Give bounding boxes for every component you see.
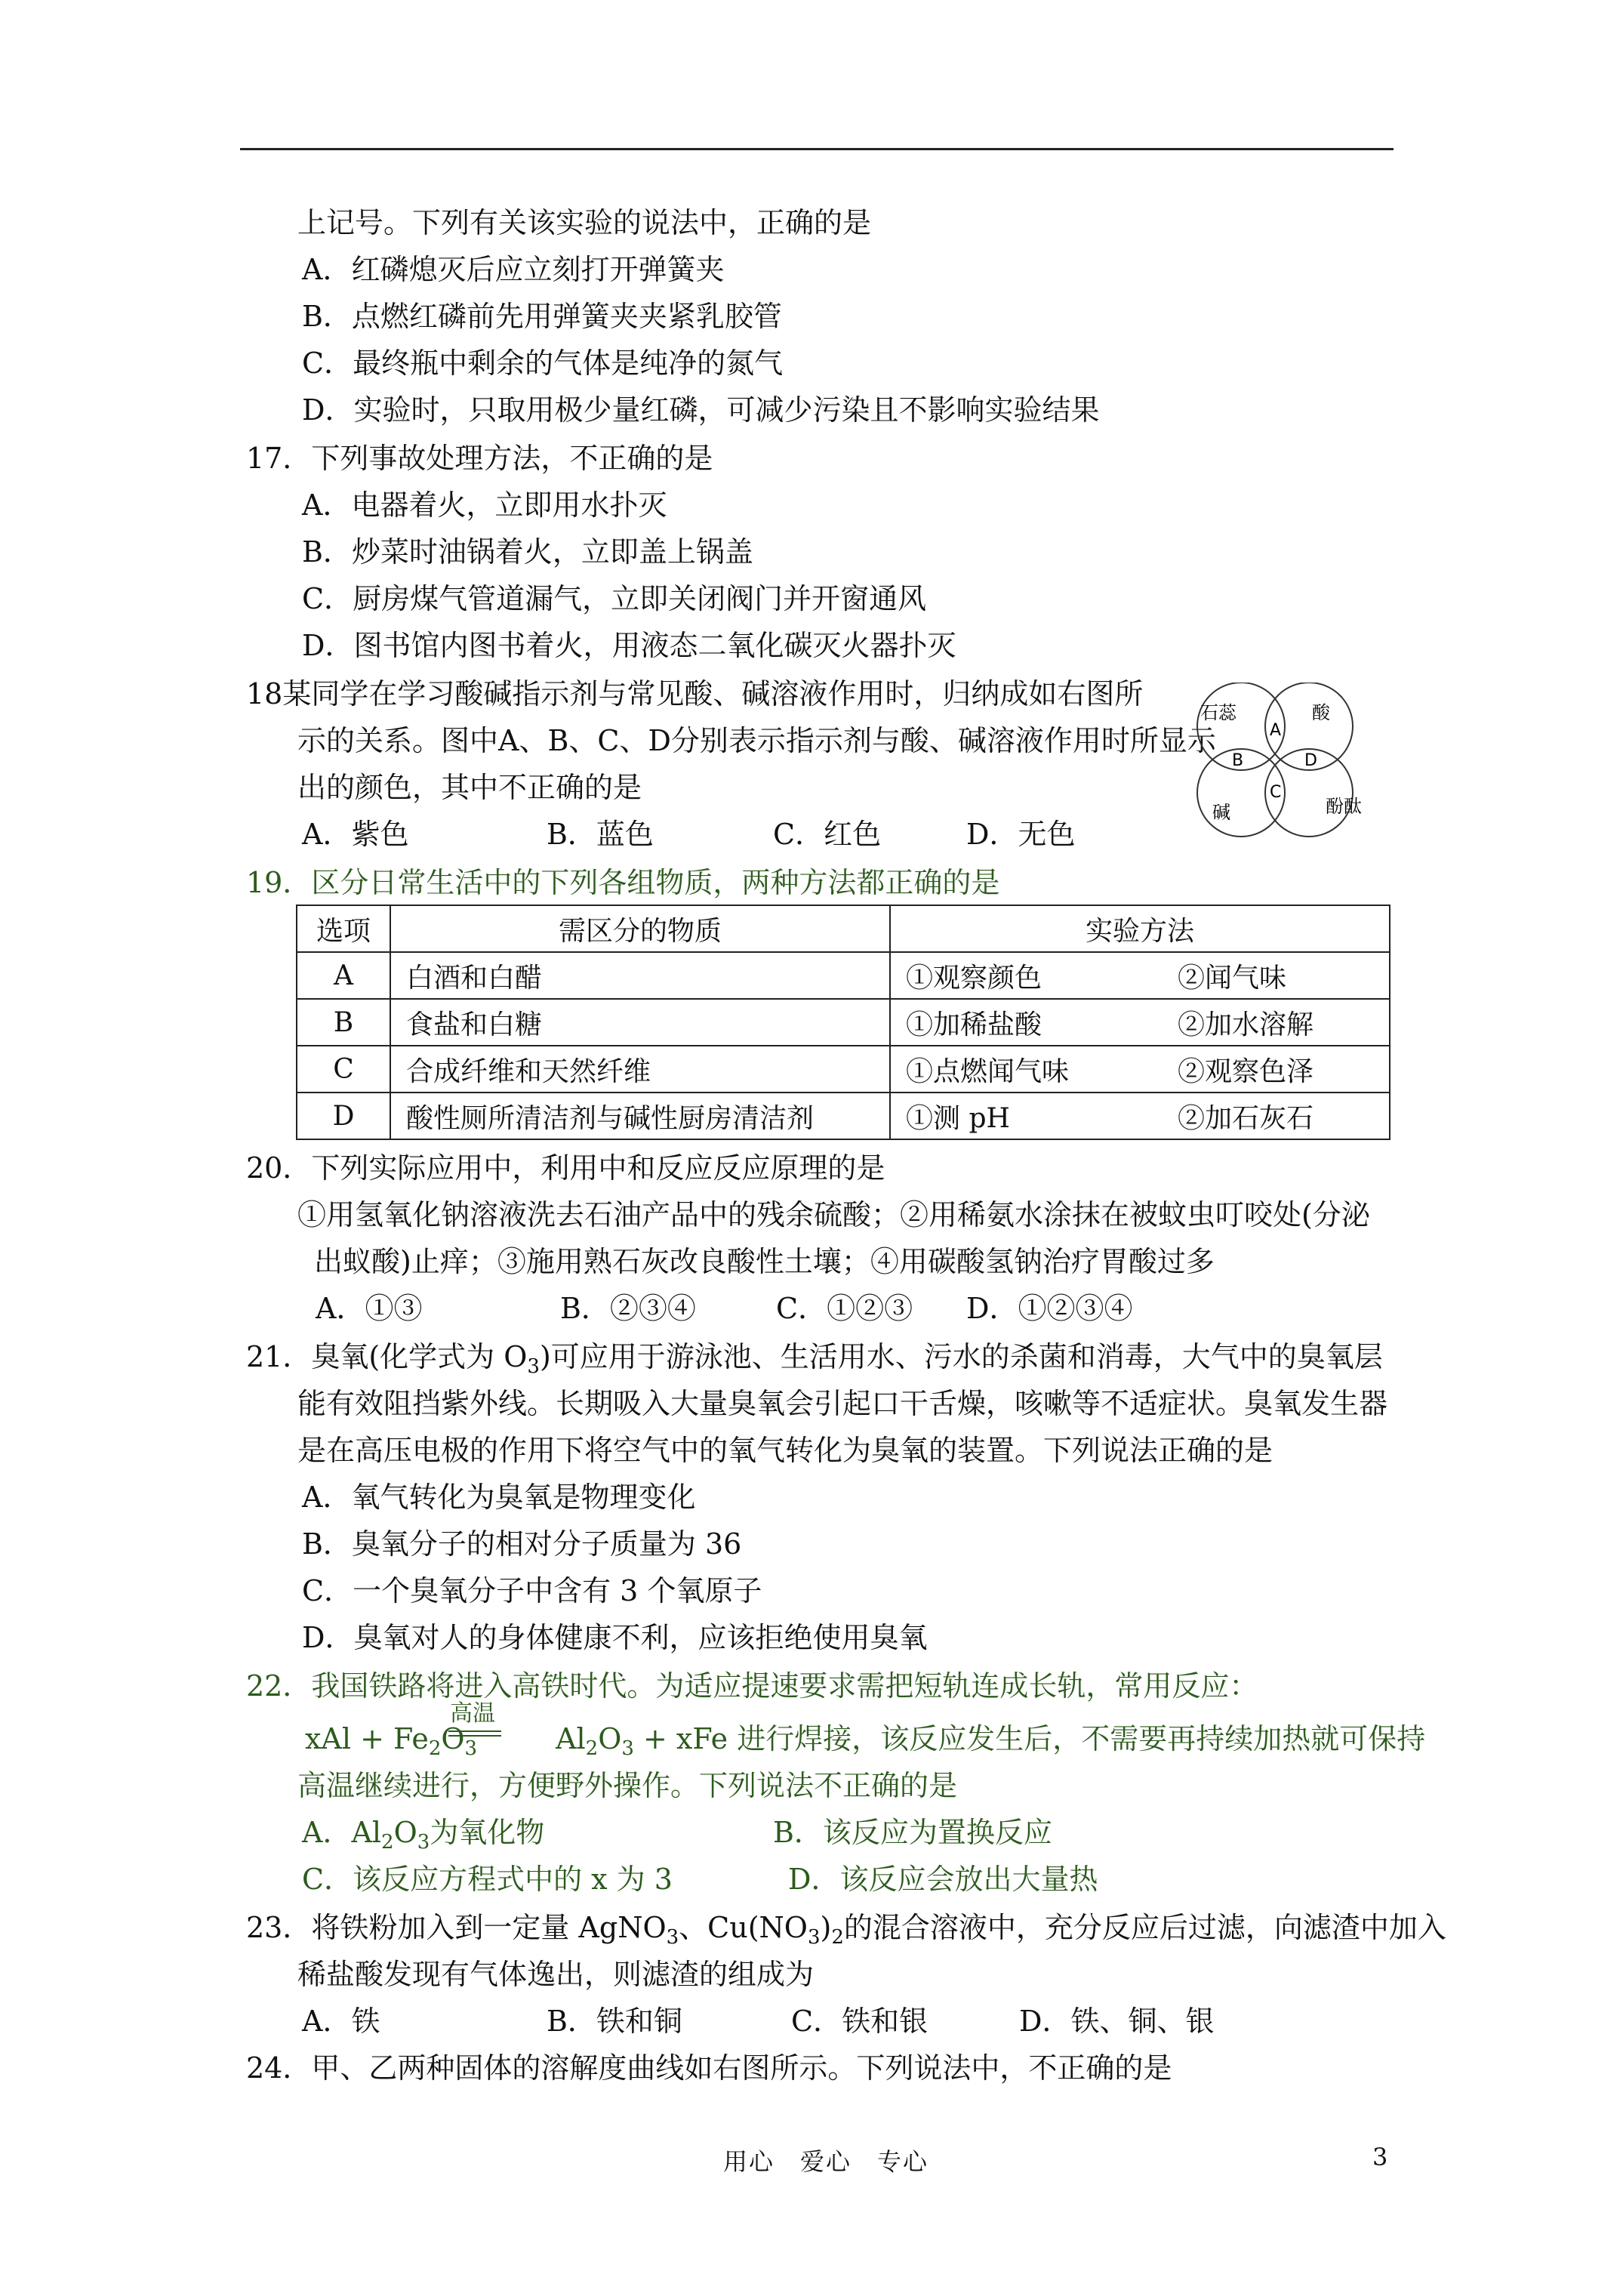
subscript: 3	[464, 1737, 478, 1760]
q18-option-b: B．蓝色	[547, 818, 654, 851]
q23-text: 、Cu(NO	[679, 1911, 808, 1944]
q17-option-d: D．图书馆内图书着火，用液态二氧化碳灭火器扑灭	[302, 629, 956, 662]
equation-equals-line	[448, 1730, 501, 1732]
equation-products: Al	[556, 1722, 586, 1755]
header-substances: 需区分的物质	[390, 905, 890, 952]
row-substances: 合成纤维和天然纤维	[390, 1046, 890, 1093]
method-1: ①点燃闻气味	[906, 1056, 1070, 1087]
method-1: ①加稀盐酸	[906, 1009, 1042, 1040]
q21-option-b: B．臭氧分子的相对分子质量为 36	[302, 1527, 742, 1561]
row-substances: 食盐和白糖	[390, 999, 890, 1046]
q20-line1: ①用氢氧化钠溶液洗去石油产品中的残余硫酸；②用稀氨水涂抹在被蚊虫叮咬处(分泌	[297, 1198, 1370, 1231]
q22-option-c: C．该反应方程式中的 x 为 3	[302, 1863, 673, 1896]
venn-region-c: C	[1270, 783, 1282, 802]
q22-text: A．Al	[302, 1816, 382, 1849]
equation-reactants: xAl + Fe	[305, 1722, 429, 1755]
venn-region-a: A	[1270, 721, 1282, 740]
q23-text: 的混合溶液中，充分反应后过滤，向滤渣中加入	[843, 1911, 1446, 1944]
q21-option-d: D．臭氧对人的身体健康不利，应该拒绝使用臭氧	[302, 1621, 928, 1654]
q22-stem: 22．我国铁路将进入高铁时代。为适应提速要求需把短轨连成长轨，常用反应：	[246, 1669, 1258, 1703]
q21-stem-line1	[246, 1338, 1383, 1385]
table-row	[297, 999, 1390, 1046]
venn-label-phenolphthalein: 酚酞	[1326, 796, 1362, 817]
table-row	[297, 1093, 1390, 1139]
method-1: ①观察颜色	[906, 962, 1042, 994]
q16-option-d: D．实验时，只取用极少量红磷，可减少污染且不影响实验结果	[302, 393, 1100, 427]
q18-stem-line2: 示的关系。图中A、B、C、D分别表示指示剂与酸、碱溶液作用时所显示	[297, 724, 1216, 757]
indicator-venn-diagram	[1175, 683, 1394, 841]
q20-option-b: B．②③④	[560, 1292, 696, 1325]
q22-text: + xFe 进行焊接，该反应发生后，不需要再持续加热就可保持	[633, 1722, 1426, 1755]
subscript: 3	[807, 1926, 821, 1949]
page-footer: 用心 爱心 专心	[723, 2147, 929, 2176]
q20-option-c: C．①②③	[776, 1292, 913, 1325]
q18-stem-line1: 18某同学在学习酸碱指示剂与常见酸、碱溶液作用时，归纳成如右图所	[246, 677, 1144, 710]
subscript: 3	[527, 1355, 540, 1378]
equation-text: O	[598, 1722, 622, 1755]
q18-stem-line3: 出的颜色，其中不正确的是	[297, 771, 642, 804]
q17-option-c: C．厨房煤气管道漏气，立即关闭阀门并开窗通风	[302, 582, 927, 615]
q16-option-c: C．最终瓶中剩余的气体是纯净的氮气	[302, 347, 784, 380]
q21-stem-line2: 能有效阻挡紫外线。长期吸入大量臭氧会引起口干舌燥，咳嗽等不适症状。臭氧发生器	[297, 1387, 1388, 1420]
method-2: ②闻气味	[1178, 962, 1287, 994]
header-method: 实验方法	[890, 905, 1390, 952]
page-number: 3	[1372, 2143, 1388, 2171]
q20-stem: 20．下列实际应用中，利用中和反应反应原理的是	[246, 1151, 885, 1185]
q23-option-a: A．铁	[302, 2005, 380, 2038]
q18-option-d: D．无色	[966, 818, 1076, 851]
equation-equals-line	[448, 1735, 501, 1737]
row-substances: 酸性厕所清洁剂与碱性厨房清洁剂	[390, 1093, 890, 1139]
q22-text: O	[393, 1816, 417, 1849]
q23-option-b: B．铁和铜	[547, 2005, 682, 2038]
q20-option-a: A．①③	[316, 1292, 423, 1325]
q23-option-c: C．铁和银	[791, 2005, 929, 2038]
q21-stem-line3: 是在高压电极的作用下将空气中的氧气转化为臭氧的装置。下列说法正确的是	[297, 1434, 1273, 1467]
q20-line2: 出蚁酸)止痒；③施用熟石灰改良酸性土壤；④用碳酸氢钠治疗胃酸过多	[314, 1245, 1215, 1278]
q16-stem-continuation: 上记号。下列有关该实验的说法中，正确的是	[297, 206, 872, 239]
q18-option-a: A．紫色	[302, 818, 409, 851]
q22-text: 为氧化物	[430, 1816, 545, 1849]
q21-text: 21．臭氧(化学式为 O	[246, 1340, 528, 1373]
q23-option-d: D．铁、铜、银	[1019, 2005, 1215, 2038]
venn-region-d: D	[1304, 751, 1317, 770]
q17-stem: 17．下列事故处理方法，不正确的是	[246, 442, 713, 475]
subscript: 2	[585, 1737, 599, 1760]
subscript: 3	[666, 1926, 679, 1949]
q17-option-a: A．电器着火，立即用水扑灭	[302, 488, 667, 522]
row-methods	[890, 1093, 1390, 1139]
method-2: ②加水溶解	[1178, 1009, 1314, 1040]
q22-option-d: D．该反应会放出大量热	[788, 1863, 1098, 1896]
q17-option-b: B．炒菜时油锅着火，立即盖上锅盖	[302, 535, 753, 569]
q23-text: )	[820, 1911, 832, 1944]
venn-label-litmus: 石蕊	[1200, 702, 1236, 723]
row-option: B	[297, 999, 390, 1046]
q22-option-b: B．该反应为置换反应	[773, 1816, 1052, 1849]
q22-option-a	[302, 1814, 544, 1861]
subscript: 3	[417, 1831, 430, 1854]
subscript: 2	[831, 1926, 844, 1949]
table-row	[297, 1046, 1390, 1093]
row-methods	[890, 952, 1390, 999]
table-row	[297, 952, 1390, 999]
q18-option-c: C．红色	[773, 818, 882, 851]
header-rule	[240, 148, 1394, 150]
row-substances: 白酒和白醋	[390, 952, 890, 999]
q22-stem-line3: 高温继续进行，方便野外操作。下列说法不正确的是	[297, 1769, 958, 1802]
row-option: D	[297, 1093, 390, 1139]
row-methods	[890, 999, 1390, 1046]
equation-text: O	[441, 1722, 465, 1755]
q19-stem: 19．区分日常生活中的下列各组物质，两种方法都正确的是	[246, 866, 1000, 899]
q16-option-a: A．红磷熄灭后应立刻打开弹簧夹	[302, 253, 725, 286]
row-methods	[890, 1046, 1390, 1093]
method-1: ①测 pH	[906, 1102, 1010, 1134]
header-option: 选项	[297, 905, 390, 952]
venn-region-b: B	[1232, 751, 1244, 770]
row-option: A	[297, 952, 390, 999]
method-2: ②观察色泽	[1178, 1056, 1314, 1087]
q19-table	[296, 905, 1390, 1140]
q21-option-c: C．一个臭氧分子中含有 3 个氧原子	[302, 1574, 762, 1607]
subscript: 3	[621, 1737, 634, 1760]
q23-text: 23．将铁粉加入到一定量 AgNO	[246, 1911, 667, 1944]
venn-label-base: 碱	[1212, 802, 1230, 823]
q23-stem-line2: 稀盐酸发现有气体逸出，则滤渣的组成为	[297, 1958, 815, 1991]
method-2: ②加石灰石	[1178, 1102, 1314, 1134]
q23-stem-line1	[246, 1909, 1446, 1956]
q21-option-a: A．氧气转化为臭氧是物理变化	[302, 1481, 696, 1514]
table-header-row	[297, 905, 1390, 952]
q21-text: )可应用于游泳池、生活用水、污水的杀菌和消毒，大气中的臭氧层	[539, 1340, 1383, 1373]
reaction-condition: 高温	[450, 1700, 495, 1727]
subscript: 2	[381, 1831, 394, 1854]
row-option: C	[297, 1046, 390, 1093]
q24-stem: 24．甲、乙两种固体的溶解度曲线如右图所示。下列说法中，不正确的是	[246, 2051, 1172, 2085]
venn-label-acid: 酸	[1312, 702, 1330, 723]
q20-option-d: D．①②③④	[966, 1292, 1133, 1325]
subscript: 2	[428, 1737, 442, 1760]
q16-option-b: B．点燃红磷前先用弹簧夹夹紧乳胶管	[302, 300, 782, 333]
